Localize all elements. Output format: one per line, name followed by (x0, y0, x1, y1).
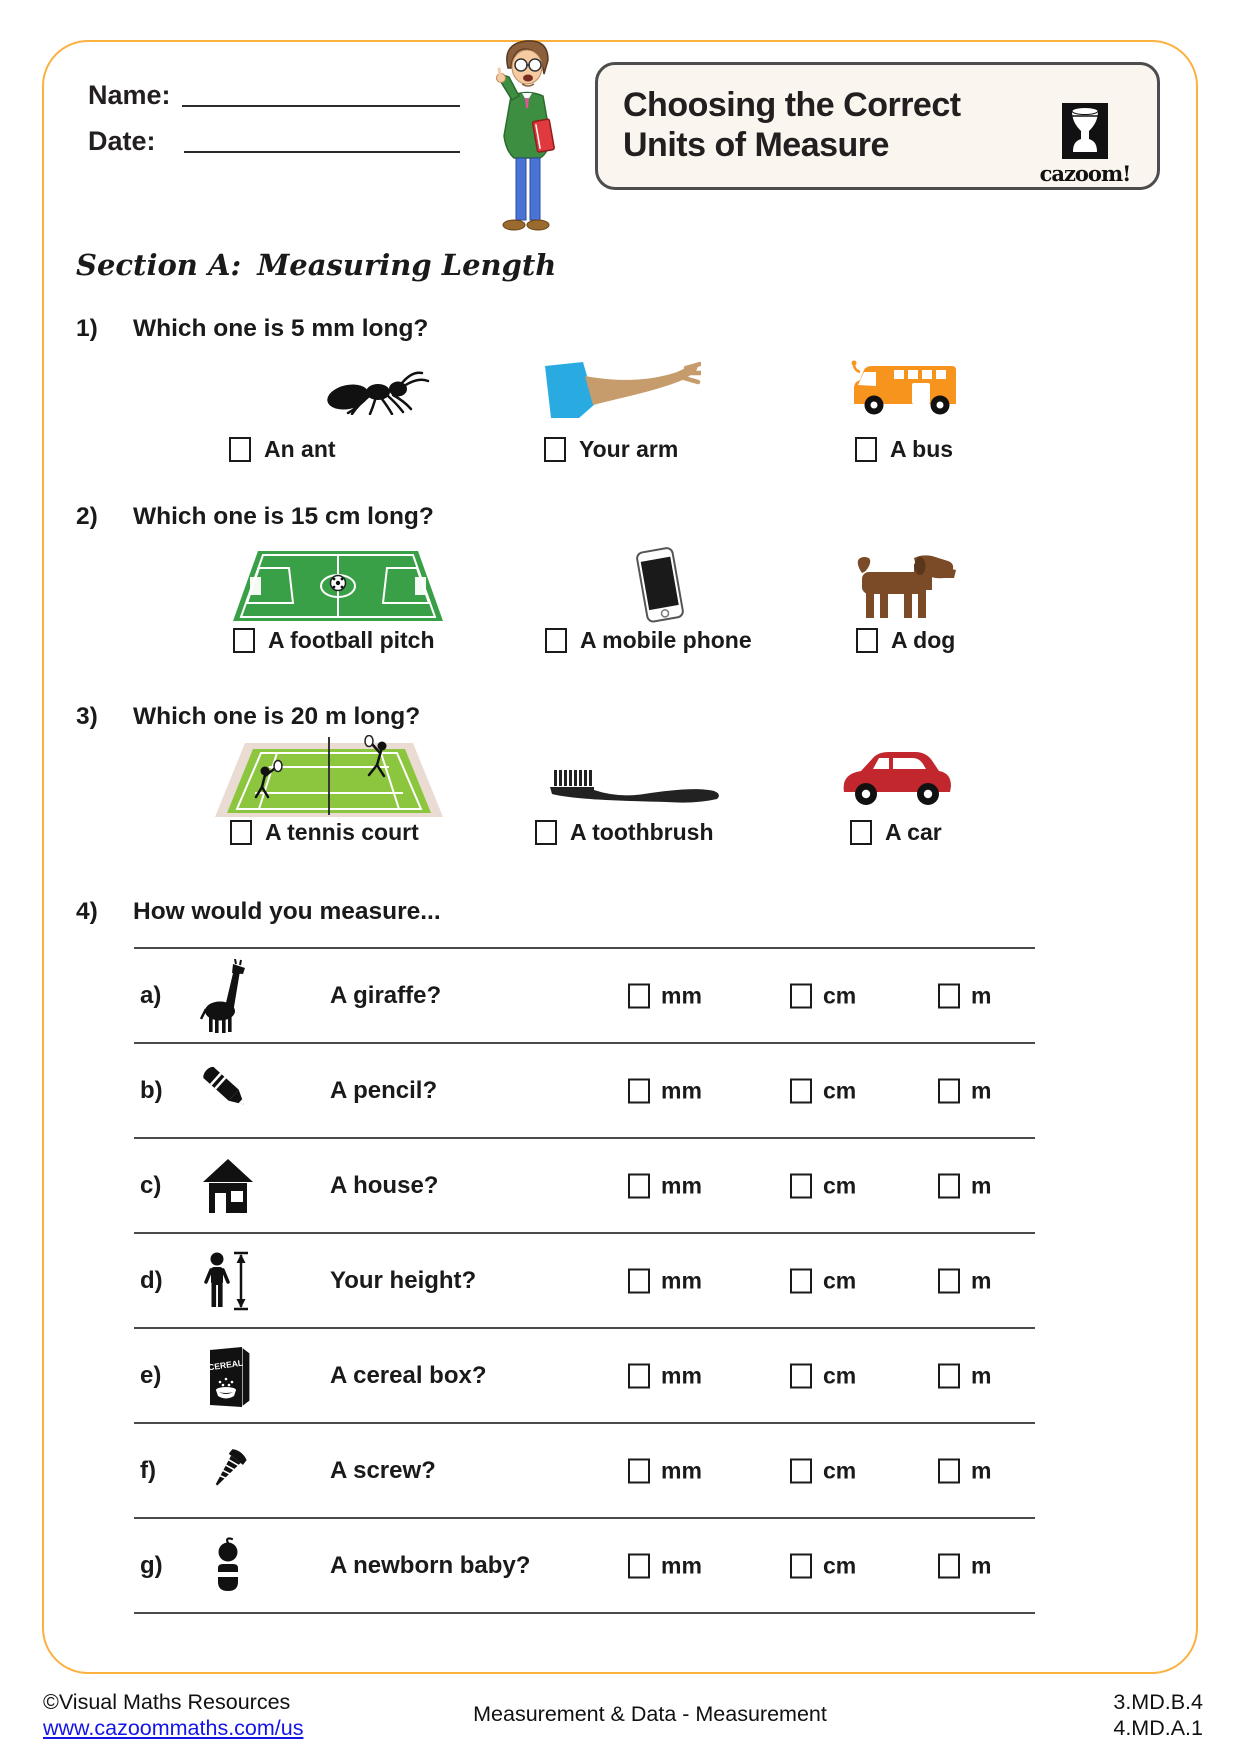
checkbox-giraffe-m[interactable] (938, 983, 960, 1008)
date-input-line[interactable] (184, 150, 460, 153)
checkbox-baby-m[interactable] (938, 1553, 960, 1578)
checkbox-pencil-cm[interactable] (790, 1078, 812, 1103)
section-prefix: Section A: (76, 248, 242, 282)
person-height-icon (202, 1250, 254, 1312)
dog-icon (852, 552, 956, 620)
row-question: A pencil? (330, 1076, 438, 1104)
option-label: Your arm (579, 435, 679, 462)
checkbox-baby-mm[interactable] (628, 1553, 650, 1578)
section-title: Measuring Length (257, 248, 557, 282)
unit-label-mm: mm (661, 982, 702, 1008)
unit-label-mm: mm (661, 1077, 702, 1103)
row-question: Your height? (330, 1266, 477, 1294)
option-a-tennis-court (230, 818, 419, 846)
question-4-text: How would you measure... (133, 898, 441, 925)
drum-icon (1062, 103, 1108, 159)
screw-icon (204, 1447, 252, 1495)
option-a-toothbrush (535, 818, 714, 846)
unit-label-m: m (971, 982, 992, 1008)
measure-row-cereal-box (134, 1329, 1035, 1424)
row-question: A screw? (330, 1456, 436, 1484)
house-icon (201, 1158, 255, 1214)
option-label: A toothbrush (570, 818, 714, 845)
name-label: Name: (88, 80, 171, 110)
unit-label-cm: cm (823, 1457, 857, 1483)
checkbox-a-car[interactable] (850, 820, 872, 845)
option-label: A football pitch (268, 626, 435, 653)
question-1-text: Which one is 5 mm long? (133, 315, 429, 342)
cazoom-logo (1035, 103, 1135, 186)
baby-icon (208, 1537, 248, 1595)
question-2 (76, 503, 434, 531)
question-2-number: 2) (76, 503, 98, 530)
measure-row-house (134, 1139, 1035, 1234)
measure-table (134, 947, 1035, 1614)
logo-wordmark: cazoom! (1039, 161, 1131, 186)
checkbox-a-tennis-court[interactable] (230, 820, 252, 845)
unit-label-mm: mm (661, 1552, 702, 1578)
checkbox-pencil-mm[interactable] (628, 1078, 650, 1103)
option-a-car (850, 818, 942, 846)
option-a-dog (856, 626, 955, 654)
row-letter: b) (140, 1076, 163, 1104)
row-letter: c) (140, 1171, 162, 1199)
question-3-number: 3) (76, 703, 98, 730)
row-question: A giraffe? (330, 981, 442, 1009)
unit-label-mm: mm (661, 1172, 702, 1198)
checkbox-screw-m[interactable] (938, 1458, 960, 1483)
measure-row-pencil (134, 1044, 1035, 1139)
option-label: A tennis court (265, 818, 419, 845)
question-1 (76, 315, 428, 343)
checkbox-house-m[interactable] (938, 1173, 960, 1198)
copyright-text: ©Visual Maths Resources (43, 1690, 291, 1714)
checkbox-a-toothbrush[interactable] (535, 820, 557, 845)
section-a-heading (76, 248, 556, 282)
toothbrush-icon (548, 770, 722, 806)
measure-row-height (134, 1234, 1035, 1329)
checkbox-giraffe-mm[interactable] (628, 983, 650, 1008)
checkbox-giraffe-cm[interactable] (790, 983, 812, 1008)
option-label: A car (885, 818, 942, 845)
unit-label-m: m (971, 1077, 992, 1103)
option-label: An ant (264, 435, 336, 462)
option-label: A dog (891, 626, 956, 653)
option-label: A bus (890, 435, 954, 462)
cereal-box-label: CEREAL (207, 1357, 244, 1372)
unit-label-m: m (971, 1172, 992, 1198)
checkbox-a-bus[interactable] (855, 437, 877, 462)
measure-row-baby (134, 1519, 1035, 1614)
unit-label-mm: mm (661, 1457, 702, 1483)
checkbox-height-m[interactable] (938, 1268, 960, 1293)
checkbox-a-mobile-phone[interactable] (545, 628, 567, 653)
option-a-bus (855, 435, 953, 463)
footer-topic-text: Measurement & Data - Measurement (473, 1702, 827, 1726)
question-2-text: Which one is 15 cm long? (133, 503, 434, 530)
arm-icon (545, 360, 701, 420)
option-an-ant (229, 435, 336, 463)
unit-label-cm: cm (823, 1552, 857, 1578)
name-input-line[interactable] (182, 104, 460, 107)
checkbox-height-cm[interactable] (790, 1268, 812, 1293)
checkbox-house-cm[interactable] (790, 1173, 812, 1198)
question-4-number: 4) (76, 898, 98, 925)
row-question: A house? (330, 1171, 439, 1199)
car-icon (836, 748, 956, 810)
unit-label-m: m (971, 1457, 992, 1483)
checkbox-baby-cm[interactable] (790, 1553, 812, 1578)
option-a-football-pitch (233, 626, 435, 654)
measure-row-screw (134, 1424, 1035, 1519)
question-1-number: 1) (76, 315, 98, 342)
checkbox-cereal-mm[interactable] (628, 1363, 650, 1388)
measure-row-giraffe (134, 949, 1035, 1044)
checkbox-an-ant[interactable] (229, 437, 251, 462)
checkbox-screw-mm[interactable] (628, 1458, 650, 1483)
mobile-phone-icon (626, 546, 692, 624)
tennis-court-icon (215, 735, 443, 817)
row-letter: g) (140, 1551, 163, 1579)
standard-code-1: 3.MD.B.4 (1113, 1690, 1203, 1714)
date-label: Date: (88, 126, 156, 156)
checkbox-a-dog[interactable] (856, 628, 878, 653)
unit-label-m: m (971, 1267, 992, 1293)
unit-label-cm: cm (823, 1077, 857, 1103)
checkbox-pencil-m[interactable] (938, 1078, 960, 1103)
question-4 (76, 898, 441, 926)
unit-label-cm: cm (823, 1172, 857, 1198)
question-3 (76, 703, 420, 731)
option-a-mobile-phone (545, 626, 752, 654)
cazoom-url-link[interactable]: www.cazoommaths.com/us (43, 1716, 304, 1740)
row-letter: e) (140, 1361, 162, 1389)
title-line1: Choosing the Correct (623, 86, 961, 124)
bus-icon (850, 358, 960, 418)
unit-label-cm: cm (823, 1362, 857, 1388)
checkbox-your-arm[interactable] (544, 437, 566, 462)
ant-icon (318, 367, 446, 415)
question-3-text: Which one is 20 m long? (133, 703, 421, 730)
checkbox-cereal-cm[interactable] (790, 1363, 812, 1388)
pencil-icon (199, 1062, 257, 1120)
giraffe-icon (200, 959, 256, 1033)
row-letter: a) (140, 981, 162, 1009)
checkbox-cereal-m[interactable] (938, 1363, 960, 1388)
football-pitch-icon (233, 551, 443, 621)
row-question: A newborn baby? (330, 1551, 531, 1579)
unit-label-cm: cm (823, 982, 857, 1008)
checkbox-screw-cm[interactable] (790, 1458, 812, 1483)
title-box (595, 62, 1160, 190)
teacher-cartoon-icon (478, 36, 574, 234)
option-your-arm (544, 435, 678, 463)
unit-label-cm: cm (823, 1267, 857, 1293)
unit-label-mm: mm (661, 1362, 702, 1388)
title-line2: Units of Measure (623, 126, 889, 164)
row-letter: f) (140, 1456, 156, 1484)
row-letter: d) (140, 1266, 163, 1294)
row-question: A cereal box? (330, 1361, 487, 1389)
checkbox-house-mm[interactable] (628, 1173, 650, 1198)
checkbox-height-mm[interactable] (628, 1268, 650, 1293)
unit-label-mm: mm (661, 1267, 702, 1293)
checkbox-a-football-pitch[interactable] (233, 628, 255, 653)
cereal-box-icon (202, 1344, 254, 1408)
unit-label-m: m (971, 1552, 992, 1578)
option-label: A mobile phone (580, 626, 752, 653)
standard-code-2: 4.MD.A.1 (1113, 1716, 1203, 1740)
unit-label-m: m (971, 1362, 992, 1388)
worksheet-title (623, 85, 961, 165)
